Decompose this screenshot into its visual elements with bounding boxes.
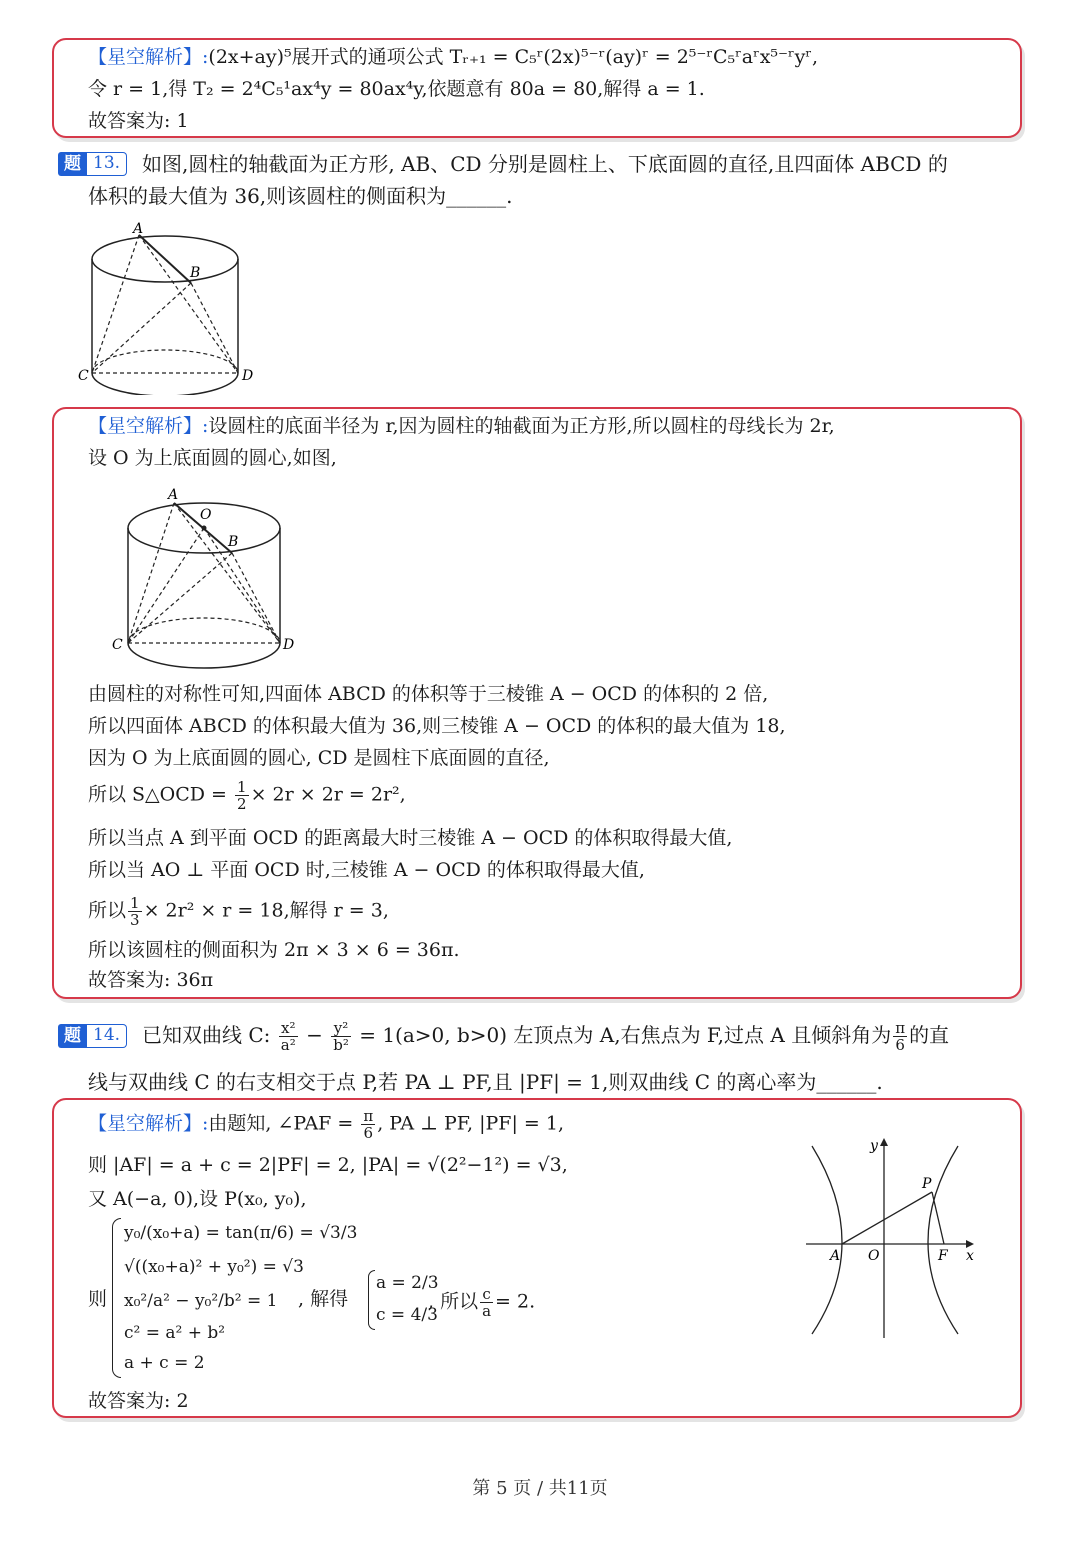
page-footer: 第 5 页 / 共11页: [472, 1478, 608, 1499]
answer-13-line-6: 所以 S△OCD = $\frac{1}{2}$ × 2r × 2r = 2r²,: [88, 778, 406, 813]
fig13b-label-b: B: [228, 534, 239, 550]
answer-box-12: [52, 38, 1022, 138]
answer-13-line-7: 所以当点 A 到平面 OCD 的距离最大时三棱锥 A − OCD 的体积取得最大值,: [88, 827, 733, 849]
answer-box-14: [52, 1098, 1022, 1418]
answer-14-ze: 则: [88, 1288, 108, 1310]
question-14-line-1: 已知双曲线 C: $\frac{\text{x²}}{\text{a²}}$ − $\frac{\text{y²}}{\text{b²}}$ = 1(a>0, b>0) 左顶点为 A,右焦点为 F,过点 A 且倾斜角为 $\frac{\pi}{6}$ 的直: [142, 1019, 950, 1054]
answer-13-cylinder-figure: [110, 481, 310, 681]
fig13-label-c: C: [78, 368, 89, 384]
solution-a: a = 2/3: [376, 1273, 439, 1293]
answer-14-jiede: , 解得: [298, 1288, 349, 1310]
fig13-label-d: D: [242, 368, 254, 384]
answer-13-line-2: 设 O 为上底面圆的圆心,如图,: [88, 447, 337, 469]
answer-14-final: 故答案为: 2: [88, 1390, 189, 1412]
fig14-label-x: x: [966, 1248, 974, 1264]
fig13b-label-o: O: [200, 507, 212, 523]
solution-c: c = 4/3: [376, 1305, 438, 1325]
question-13-tag: 题 13.: [58, 152, 127, 176]
answer-13-line-9: 所以 $\frac{1}{3}$ × 2r² × r = 18,解得 r = 3,: [88, 894, 389, 929]
fig14-label-a: A: [830, 1248, 841, 1264]
answer-12-line-1: 【星空解析】:(2x+ay)⁵展开式的通项公式 Tᵣ₊₁ = C₅ʳ(2x)⁵⁻ʳ(ay)ʳ = 2⁵⁻ʳC₅ʳaʳx⁵⁻ʳyʳ,: [88, 46, 819, 68]
system-eq-2: √((x₀+a)² + y₀²) = √3: [124, 1257, 304, 1277]
answer-14-line-1: 【星空解析】:由题知, ∠PAF = $\frac{\pi}{6}$ , PA ⊥ PF, |PF| = 1,: [88, 1107, 564, 1142]
answer-13-line-1: 【星空解析】:设圆柱的底面半径为 r,因为圆柱的轴截面为正方形,所以圆柱的母线长为 2r,: [88, 415, 835, 437]
answer-13-line-5: 因为 O 为上底面圆的圆心, CD 是圆柱下底面圆的直径,: [88, 747, 550, 769]
answer-13-line-11: 故答案为: 36π: [88, 969, 214, 991]
fig13-label-a: A: [133, 221, 144, 237]
system-eq-3: x₀²/a² − y₀²/b² = 1: [124, 1291, 278, 1311]
fig13b-label-c: C: [112, 637, 123, 653]
answer-13-line-10: 所以该圆柱的侧面积为 2π × 3 × 6 = 36π.: [88, 939, 460, 961]
fraction-one-half: $\frac{1}{2}$: [237, 778, 247, 813]
fig13b-label-d: D: [283, 637, 295, 653]
fig13b-label-a: A: [168, 487, 179, 503]
fig14-label-f: F: [938, 1248, 948, 1264]
answer-label: 【星空解析】:: [88, 46, 209, 68]
hyperbola-figure: [802, 1134, 982, 1344]
equation-system-brace: [112, 1218, 121, 1378]
answer-13-line-4: 所以四面体 ABCD 的体积最大值为 36,则三棱锥 A − OCD 的体积的最大值为 18,: [88, 715, 786, 737]
answer-box-13: [52, 407, 1022, 999]
fig13-label-b: B: [190, 265, 201, 281]
question-14-tag: 题 14.: [58, 1024, 127, 1048]
system-eq-4: c² = a² + b²: [124, 1323, 226, 1343]
answer-14-line-3: 又 A(−a, 0),设 P(x₀, y₀),: [88, 1188, 307, 1210]
fig14-label-p: P: [922, 1176, 932, 1192]
answer-13-line-8: 所以当 AO ⊥ 平面 OCD 时,三棱锥 A − OCD 的体积取得最大值,: [88, 859, 645, 881]
answer-12-line-3: 故答案为: 1: [88, 110, 189, 132]
answer-14-suoyi: , 所以 $\frac{c}{a}$ = 2.: [428, 1285, 536, 1320]
system-eq-1: y₀/(x₀+a) = tan(π/6) = √3/3: [124, 1223, 358, 1243]
question-13-line-1: 如图,圆柱的轴截面为正方形, AB、CD 分别是圆柱上、下底面圆的直径,且四面体 ABCD 的: [142, 152, 948, 176]
question-14-line-2: 线与双曲线 C 的右支相交于点 P,若 PA ⊥ PF,且 |PF| = 1,则双曲线 C 的离心率为______.: [88, 1070, 883, 1094]
question-13-cylinder-figure: [70, 215, 270, 395]
answer-14-line-2: 则 |AF| = a + c = 2|PF| = 2, |PA| = √(2²−1²) = √3,: [88, 1154, 568, 1176]
solution-brace: [368, 1270, 375, 1330]
fig14-label-y: y: [870, 1138, 878, 1154]
question-13-line-2: 体积的最大值为 36,则该圆柱的侧面积为______.: [88, 184, 513, 208]
fig14-label-o: O: [868, 1248, 880, 1264]
answer-13-line-3: 由圆柱的对称性可知,四面体 ABCD 的体积等于三棱锥 A − OCD 的体积的 2 倍,: [88, 683, 769, 705]
fraction-one-third: $\frac{1}{3}$: [130, 894, 140, 929]
answer-12-line-2: 令 r = 1,得 T₂ = 2⁴C₅¹ax⁴y = 80ax⁴y,依题意有 80a = 80,解得 a = 1.: [88, 78, 705, 100]
system-eq-5: a + c = 2: [124, 1353, 205, 1373]
